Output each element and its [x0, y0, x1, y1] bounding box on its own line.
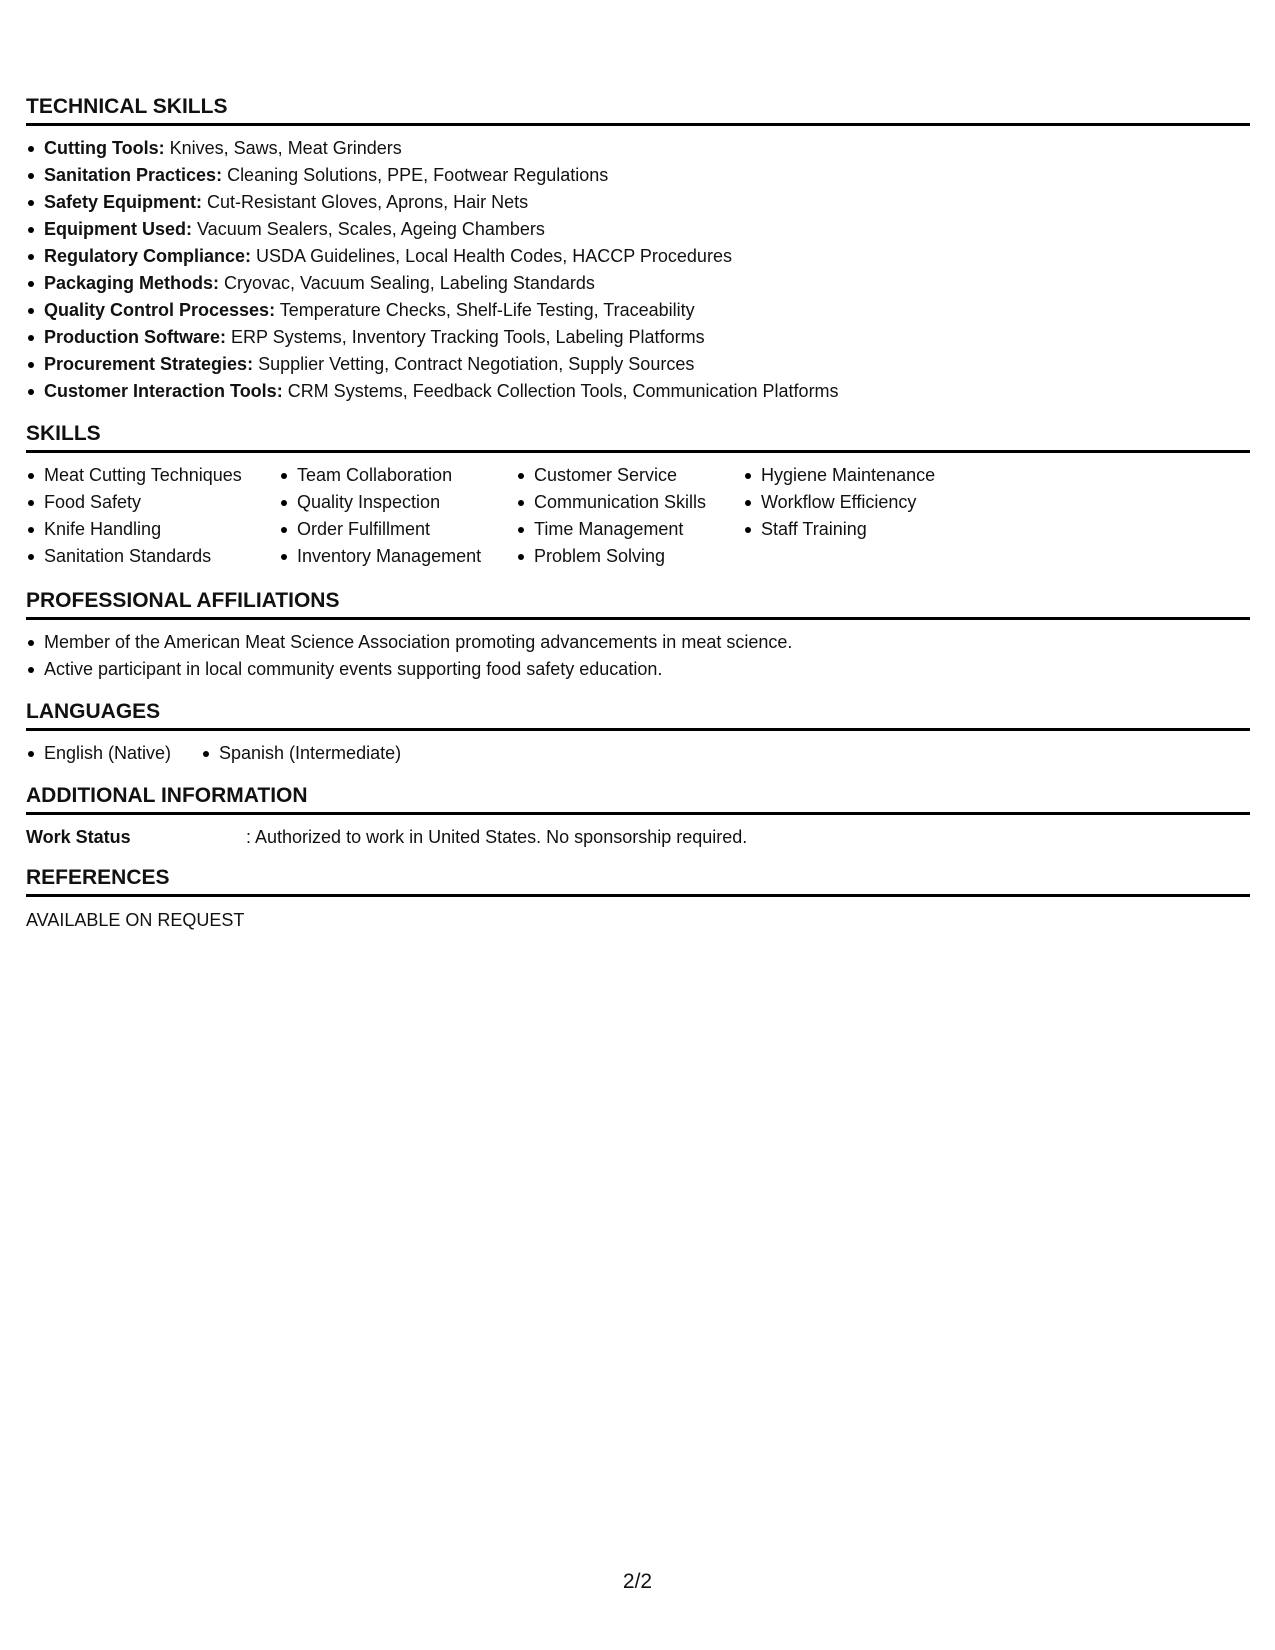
skills-column-1	[26, 462, 242, 570]
references-heading: REFERENCES	[26, 866, 1250, 897]
list-item: Staff Training	[743, 516, 935, 543]
item-label: Packaging Methods:	[44, 273, 220, 293]
item-value: Cut-Resistant Gloves, Aprons, Hair Nets	[202, 192, 529, 212]
item-value: Vacuum Sealers, Scales, Ageing Chambers	[192, 219, 545, 239]
list-item	[26, 378, 839, 405]
list-item: Food Safety	[26, 489, 242, 516]
item-value: Cleaning Solutions, PPE, Footwear Regulations	[222, 165, 609, 185]
list-item: Knife Handling	[26, 516, 242, 543]
technical-skills-list	[26, 135, 839, 405]
list-item	[26, 243, 839, 270]
list-item: Communication Skills	[516, 489, 706, 516]
list-item: Active participant in local community events supporting food safety education.	[26, 656, 792, 683]
item-label: Quality Control Processes:	[44, 300, 276, 320]
item-label: Cutting Tools:	[44, 138, 165, 158]
list-item: Meat Cutting Techniques	[26, 462, 242, 489]
list-item	[26, 270, 839, 297]
list-item: English (Native)	[26, 740, 171, 767]
item-label: Sanitation Practices:	[44, 165, 223, 185]
item-label: Production Software:	[44, 327, 227, 347]
technical-skills-heading: TECHNICAL SKILLS	[26, 95, 1250, 126]
list-item: Sanitation Standards	[26, 543, 242, 570]
list-item	[26, 162, 839, 189]
list-item	[26, 189, 839, 216]
languages-list-2	[201, 740, 401, 767]
skills-column-2	[279, 462, 481, 570]
list-item: Order Fulfillment	[279, 516, 481, 543]
item-value: Knives, Saws, Meat Grinders	[164, 138, 402, 158]
item-label: Customer Interaction Tools:	[44, 381, 283, 401]
skills-column-3	[516, 462, 706, 570]
work-status-label: Work Status	[26, 827, 131, 847]
page-number: 2/2	[622, 1570, 653, 1593]
list-item: Workflow Efficiency	[743, 489, 935, 516]
skills-heading: SKILLS	[26, 422, 1250, 453]
list-item	[26, 324, 839, 351]
item-value: Supplier Vetting, Contract Negotiation, Supply Sources	[253, 354, 695, 374]
item-value: Temperature Checks, Shelf-Life Testing, Traceability	[275, 300, 695, 320]
item-value: Cryovac, Vacuum Sealing, Labeling Standards	[219, 273, 595, 293]
list-item: Quality Inspection	[279, 489, 481, 516]
list-item: Customer Service	[516, 462, 706, 489]
work-status-value: : Authorized to work in United States. No sponsorship required.	[246, 827, 748, 847]
languages-heading: LANGUAGES	[26, 700, 1250, 731]
skills-column-4	[743, 462, 935, 543]
affiliations-heading: PROFESSIONAL AFFILIATIONS	[26, 589, 1250, 620]
item-value: ERP Systems, Inventory Tracking Tools, Labeling Platforms	[226, 327, 705, 347]
references-text: AVAILABLE ON REQUEST	[26, 910, 245, 930]
list-item: Inventory Management	[279, 543, 481, 570]
item-label: Equipment Used:	[44, 219, 193, 239]
item-value: USDA Guidelines, Local Health Codes, HACCP Procedures	[251, 246, 732, 266]
item-label: Procurement Strategies:	[44, 354, 254, 374]
list-item	[26, 297, 839, 324]
item-label: Regulatory Compliance:	[44, 246, 252, 266]
list-item: Team Collaboration	[279, 462, 481, 489]
list-item	[26, 135, 839, 162]
list-item	[26, 216, 839, 243]
list-item: Time Management	[516, 516, 706, 543]
affiliations-list	[26, 629, 792, 683]
additional-info-heading: ADDITIONAL INFORMATION	[26, 784, 1250, 815]
languages-list	[26, 740, 171, 767]
list-item	[26, 351, 839, 378]
list-item: Hygiene Maintenance	[743, 462, 935, 489]
list-item: Problem Solving	[516, 543, 706, 570]
item-label: Safety Equipment:	[44, 192, 203, 212]
item-value: CRM Systems, Feedback Collection Tools, Communication Platforms	[282, 381, 839, 401]
list-item: Spanish (Intermediate)	[201, 740, 401, 767]
list-item: Member of the American Meat Science Association promoting advancements in meat science.	[26, 629, 792, 656]
